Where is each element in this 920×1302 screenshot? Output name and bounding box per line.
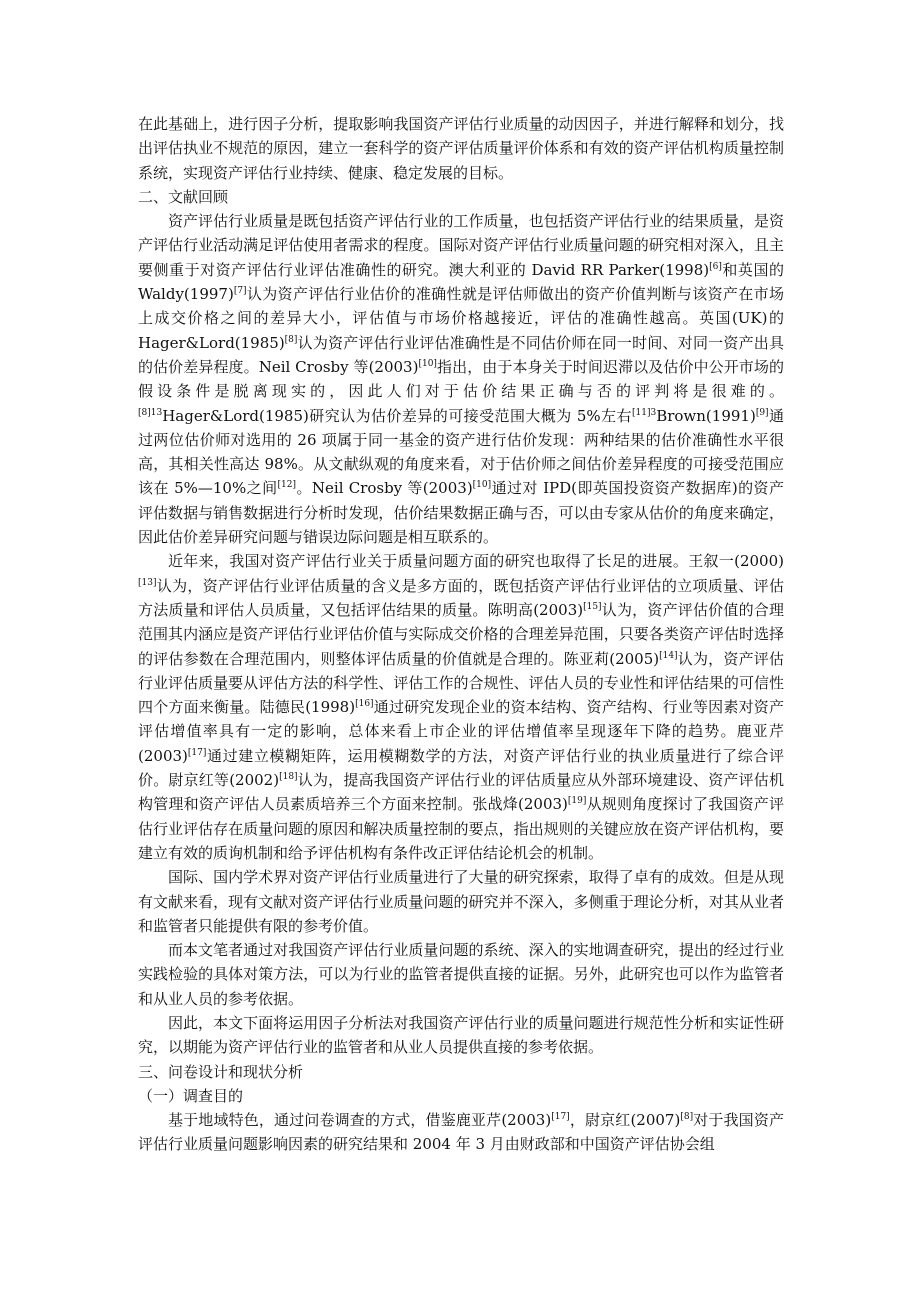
paragraph [138, 209, 784, 549]
text-run: 三、问卷设计和现状分析 [138, 1062, 304, 1081]
citation-ref: [17] [187, 747, 207, 758]
text-run: 因此，本文下面将运用因子分析法对我国资产评估行业的质量问题进行规范性分析和实证性研究，以期能为资产评估行业的监管者和从业人员提供直接的参考依据。 [138, 1013, 784, 1057]
text-run: 认为资产评估行业评估准确性是不同估价师在同一时间、对同一资产出具的估价差异程度。Neil Crosby 等(2003) [138, 333, 784, 376]
text-run: （一）调查目的 [138, 1086, 244, 1105]
citation-ref: [9] [755, 407, 769, 418]
citation-ref: [14] [659, 650, 678, 661]
citation-ref: [19] [567, 796, 587, 807]
paragraph [138, 112, 784, 185]
paragraph [138, 1108, 784, 1157]
citation-ref: [10] [472, 480, 492, 491]
citation-ref: [12] [277, 480, 297, 491]
document-body [138, 112, 784, 1157]
section-heading [138, 1084, 784, 1108]
text-run: 通过建立模糊矩阵，运用模糊数学的方法，对资产评估行业的执业质量进行了综合评价。尉京红等(2002) [138, 746, 784, 790]
text-run: 认为资产评估行业估价的准确性就是评估师做出的资产价值判断与该资产在市场上成交价格之间的差异大小，评估值与市场价格越接近，评估的准确性越高。英国(UK)的 Hager&Lord(1985) [138, 285, 784, 352]
citation-ref: [16] [355, 699, 374, 710]
citation-ref: [15] [583, 601, 602, 612]
citation-ref: [11]3 [632, 407, 657, 418]
text-run: 通过研究发现企业的资本结构、资产结构、行业等因素对资产评估增值率具有一定的影响，总体来看上市企业的评估增值率呈现逐年下降的趋势。鹿亚芹(2003) [138, 698, 784, 765]
text-run: 近年来，我国对资产评估行业关于质量问题方面的研究也取得了长足的进展。王叙一(2000) [168, 552, 784, 571]
paragraph [138, 938, 784, 1011]
text-run: 在此基础上，进行因子分析，提取影响我国资产评估行业质量的动因因子，并进行解释和划分，找出评估执业不规范的原因，建立一套科学的资产评估质量评价体系和有效的资产评估机构质量控制系统，实现资产评估行业持续、健康、稳定发展的目标。 [138, 115, 784, 182]
text-run: 通过两位估价师对选用的 26 项属于同一基金的资产进行估价发现：两种结果的估价准确性水平很高，其相关性高达 98%。从文献纵观的角度来看，对于估价师之间估价差异程度的可接受范围应该在 5%—10%之间 [138, 406, 784, 498]
text-run: 资产评估行业质量是既包括资产评估行业的工作质量，也包括资产评估行业的结果质量，是资产评估行业活动满足评估使用者需求的程度。国际对资产评估行业质量问题的研究相对深入，且主要侧重于对资产评估行业评估准确性的研究。澳大利亚的 David RR Parker(1998) [138, 212, 784, 279]
citation-ref: [8] [284, 334, 298, 345]
citation-ref: [6] [709, 261, 722, 272]
text-run: 从规则角度探讨了我国资产评估行业评估存在质量问题的原因和解决质量控制的要点，指出规则的关键应放在资产评估机构，要建立有效的质询机制和给予评估机构有条件改正评估结论机会的机制。 [138, 795, 784, 862]
text-run: 和英国的 Waldy(1997) [138, 260, 784, 304]
paragraph [138, 1011, 784, 1060]
citation-ref: [10] [418, 358, 437, 369]
text-run: 。Neil Crosby 等(2003) [296, 479, 473, 498]
section-heading [138, 1060, 784, 1084]
text-run: 通过对 IPD(即英国投资资产数据库)的资产评估数据与销售数据进行分析时发现，估价结果数据正确与否，可以由专家从估价的角度来确定，因此估价差异研究问题与错误边际问题是相互联系的。 [138, 479, 784, 547]
text-run: 指出，由于本身关于时间迟滞以及估价中公开市场的假设条件是脱离现实的，因此人们对于估价结果正确与否的评判将是很难的。 [138, 357, 784, 401]
text-run: Hager&Lord(1985)研究认为估价差异的可接受范围大概为 5%左右 [162, 406, 632, 425]
citation-ref: [18] [279, 772, 298, 783]
text-run: 基于地域特色，通过问卷调查的方式，借鉴鹿亚芹(2003) [168, 1111, 552, 1130]
citation-ref: [7] [233, 286, 247, 297]
text-run: ，尉京红(2007) [569, 1111, 681, 1130]
text-run: 认为，提高我国资产评估行业的评估质量应从外部环境建设、资产评估机构管理和资产评估人员素质培养三个方面来控制。张战烽(2003) [138, 771, 784, 814]
text-run: 二、文献回顾 [138, 187, 229, 206]
citation-ref: [17] [551, 1112, 570, 1123]
text-run: 认为，资产评估价值的合理范围其内涵应是资产评估行业评估价值与实际成交价格的合理差异范围，只要各类资产评估时选择的评估参数在合理范围内，则整体评估质量的价值就是合理的。陈亚莉(2005) [138, 600, 784, 668]
paragraph [138, 549, 784, 865]
text-run: 而本文笔者通过对我国资产评估行业质量问题的系统、深入的实地调查研究，提出的经过行业实践检验的具体对策方法，可以为行业的监管者提供直接的证据。另外，此研究也可以作为监管者和从业人员的参考依据。 [138, 941, 784, 1008]
citation-ref: [8] [680, 1112, 694, 1123]
citation-ref: [13] [138, 577, 157, 588]
paragraph [138, 865, 784, 938]
text-run: 对于我国资产评估行业质量问题影响因素的研究结果和 2004 年 3 月由财政部和中国资产评估协会组 [138, 1111, 784, 1154]
section-heading [138, 185, 784, 209]
citation-ref: [8]13 [138, 407, 163, 418]
text-run: 国际、国内学术界对资产评估行业质量进行了大量的研究探索，取得了卓有的成效。但是从现有文献来看，现有文献对资产评估行业质量问题的研究并不深入，多侧重于理论分析，对其从业者和监管者只能提供有限的参考价值。 [138, 868, 784, 935]
text-run: Brown(1991) [656, 406, 756, 425]
text-run: 认为，资产评估行业评估质量要从评估方法的科学性、评估工作的合规性、评估人员的专业性和评估结果的可信性四个方面来衡量。陆德民(1998) [138, 649, 784, 717]
text-run: 认为，资产评估行业评估质量的含义是多方面的，既包括资产评估行业评估的立项质量、评估方法质量和评估人员质量，又包括评估结果的质量。陈明高(2003) [138, 576, 784, 619]
